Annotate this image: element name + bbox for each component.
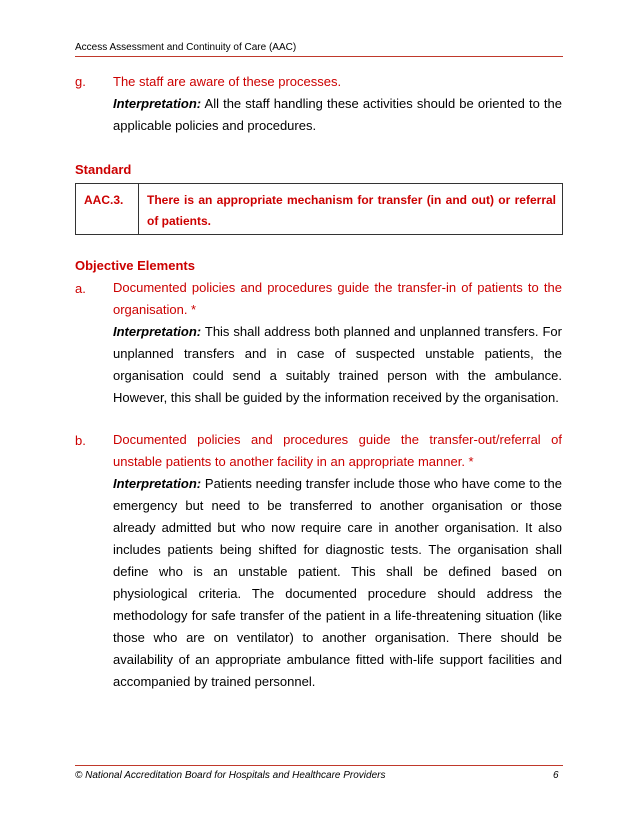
interpretation-text: This shall address both planned and unplanned transfers. For unplanned transfers and in case of suspected unstable patients, the organisation could send a suitably trained person with the ambulance. However, this shall be guided by the information received by the organisation. — [113, 324, 562, 405]
standard-table — [75, 183, 563, 235]
standard-heading: Standard — [75, 162, 132, 177]
item-g-letter: g. — [75, 74, 86, 89]
item-a-letter: a. — [75, 281, 86, 296]
standard-text: There is an appropriate mechanism for transfer (in and out) or referral of patients. — [147, 193, 556, 228]
footer-divider — [75, 765, 563, 766]
interpretation-label: Interpretation: — [113, 476, 202, 491]
interpretation-label: Interpretation: — [113, 96, 202, 111]
item-g-body — [113, 71, 562, 137]
item-b-letter: b. — [75, 433, 86, 448]
item-a-statement: Documented policies and procedures guide the transfer-in of patients to the organisation. * — [113, 280, 562, 317]
standard-code: AAC.3. — [76, 184, 139, 234]
item-b-statement: Documented policies and procedures guide the transfer-out/referral of unstable patients to another facility in an appropriate manner. * — [113, 432, 562, 469]
footer-copyright: © National Accreditation Board for Hospitals and Healthcare Providers — [75, 770, 386, 781]
item-g-interpretation — [113, 93, 562, 137]
objective-elements-heading: Objective Elements — [75, 258, 195, 273]
interpretation-label: Interpretation: — [113, 324, 202, 339]
item-b-interpretation — [113, 473, 562, 693]
item-b-body — [113, 429, 562, 693]
page-number: 6 — [553, 770, 559, 781]
page-header: Access Assessment and Continuity of Care (AAC) — [75, 42, 297, 53]
interpretation-text: All the staff handling these activities should be oriented to the applicable policies and procedures. — [113, 96, 562, 133]
item-g-statement: The staff are aware of these processes. — [113, 74, 342, 89]
header-divider — [75, 56, 563, 57]
item-a-interpretation — [113, 321, 562, 409]
interpretation-text: Patients needing transfer include those who have come to the emergency but need to be transferred to another organisation or those already admitted but who now require care in another organisation. It also includes patients being shifted for diagnostic tests. The organisation shall define who is an unstable patient. This shall be defined based on physiological criteria. The documented procedure should address the methodology for safe transfer of the patient in a life-threatening situation (like those who are on ventilator) to another organisation. There should be availability of an appropriate ambulance fitted with-life support facilities and accompanied by trained personnel. — [113, 476, 562, 689]
item-a-body — [113, 277, 562, 409]
